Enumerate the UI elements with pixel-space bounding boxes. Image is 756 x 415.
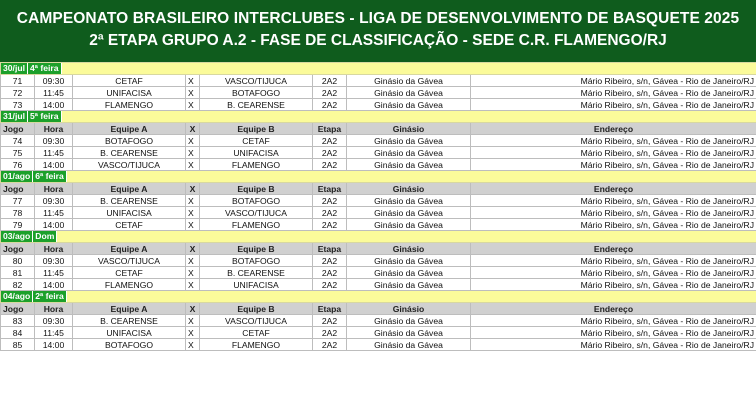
column-header-row — [1, 243, 756, 255]
schedule-table — [0, 62, 756, 351]
table-row — [1, 87, 756, 99]
cell-jogo: 84 — [1, 327, 35, 339]
column-header-row — [1, 123, 756, 135]
table-row — [1, 327, 756, 339]
table-row — [1, 195, 756, 207]
day-cell — [1, 291, 756, 303]
day-weekday: Dom — [33, 231, 57, 242]
column-header-ginasio: Ginásio — [347, 183, 471, 195]
table-row — [1, 315, 756, 327]
cell-jogo: 76 — [1, 159, 35, 171]
cell-b: FLAMENGO — [200, 339, 313, 351]
cell-b: FLAMENGO — [200, 159, 313, 171]
cell-x: X — [186, 267, 200, 279]
cell-ginasio: Ginásio da Gávea — [347, 207, 471, 219]
cell-jogo: 82 — [1, 279, 35, 291]
column-header-hora: Hora — [35, 303, 73, 315]
column-header-ginasio: Ginásio — [347, 123, 471, 135]
cell-etapa: 2A2 — [313, 87, 347, 99]
table-row — [1, 159, 756, 171]
column-header-x: X — [186, 243, 200, 255]
cell-hora: 09:30 — [35, 135, 73, 147]
cell-etapa: 2A2 — [313, 255, 347, 267]
column-header-hora: Hora — [35, 183, 73, 195]
table-row — [1, 207, 756, 219]
table-row — [1, 279, 756, 291]
cell-hora: 09:30 — [35, 75, 73, 87]
cell-ginasio: Ginásio da Gávea — [347, 87, 471, 99]
column-header-ginasio: Ginásio — [347, 243, 471, 255]
cell-hora: 09:30 — [35, 195, 73, 207]
cell-hora: 14:00 — [35, 339, 73, 351]
cell-jogo: 77 — [1, 195, 35, 207]
day-date: 31/jul — [1, 111, 28, 122]
cell-hora: 11:45 — [35, 87, 73, 99]
cell-a: B. CEARENSE — [73, 315, 186, 327]
cell-x: X — [186, 75, 200, 87]
cell-ginasio: Ginásio da Gávea — [347, 279, 471, 291]
cell-x: X — [186, 87, 200, 99]
cell-x: X — [186, 207, 200, 219]
cell-x: X — [186, 339, 200, 351]
cell-endereco: Mário Ribeiro, s/n, Gávea - Rio de Janeiro/RJ — [471, 207, 756, 219]
cell-hora: 14:00 — [35, 99, 73, 111]
cell-etapa: 2A2 — [313, 219, 347, 231]
cell-jogo: 71 — [1, 75, 35, 87]
cell-hora: 11:45 — [35, 147, 73, 159]
day-weekday: 6ª feira — [33, 171, 67, 182]
column-header-jogo: Jogo — [1, 303, 35, 315]
cell-a: UNIFACISA — [73, 87, 186, 99]
cell-b: BOTAFOGO — [200, 87, 313, 99]
cell-jogo: 75 — [1, 147, 35, 159]
cell-etapa: 2A2 — [313, 135, 347, 147]
day-date: 01/ago — [1, 171, 33, 182]
cell-ginasio: Ginásio da Gávea — [347, 255, 471, 267]
column-header-etapa: Etapa — [313, 123, 347, 135]
column-header-endereco: Endereço — [471, 183, 756, 195]
day-row — [1, 63, 756, 75]
day-cell — [1, 111, 756, 123]
day-row — [1, 171, 756, 183]
cell-b: VASCO/TIJUCA — [200, 75, 313, 87]
cell-hora: 11:45 — [35, 267, 73, 279]
cell-endereco: Mário Ribeiro, s/n, Gávea - Rio de Janeiro/RJ — [471, 87, 756, 99]
cell-etapa: 2A2 — [313, 75, 347, 87]
column-header-equipe-a: Equipe A — [73, 123, 186, 135]
page-header — [0, 0, 756, 62]
cell-a: FLAMENGO — [73, 279, 186, 291]
cell-a: VASCO/TIJUCA — [73, 255, 186, 267]
cell-hora: 11:45 — [35, 207, 73, 219]
column-header-etapa: Etapa — [313, 183, 347, 195]
cell-etapa: 2A2 — [313, 159, 347, 171]
column-header-row — [1, 183, 756, 195]
day-row — [1, 231, 756, 243]
schedule-body — [1, 63, 756, 351]
column-header-etapa: Etapa — [313, 303, 347, 315]
cell-jogo: 73 — [1, 99, 35, 111]
table-row — [1, 219, 756, 231]
column-header-x: X — [186, 183, 200, 195]
cell-endereco: Mário Ribeiro, s/n, Gávea - Rio de Janeiro/RJ — [471, 267, 756, 279]
cell-ginasio: Ginásio da Gávea — [347, 99, 471, 111]
cell-ginasio: Ginásio da Gávea — [347, 159, 471, 171]
day-weekday: 4ª feira — [28, 63, 62, 74]
cell-etapa: 2A2 — [313, 99, 347, 111]
cell-ginasio: Ginásio da Gávea — [347, 315, 471, 327]
cell-endereco: Mário Ribeiro, s/n, Gávea - Rio de Janeiro/RJ — [471, 99, 756, 111]
column-header-jogo: Jogo — [1, 123, 35, 135]
day-cell — [1, 171, 756, 183]
cell-endereco: Mário Ribeiro, s/n, Gávea - Rio de Janeiro/RJ — [471, 219, 756, 231]
cell-endereco: Mário Ribeiro, s/n, Gávea - Rio de Janeiro/RJ — [471, 315, 756, 327]
championship-title: CAMPEONATO BRASILEIRO INTERCLUBES - LIGA DE DESENVOLVIMENTO DE BASQUETE 2025 — [16, 10, 740, 27]
column-header-equipe-b: Equipe B — [200, 183, 313, 195]
cell-etapa: 2A2 — [313, 147, 347, 159]
cell-jogo: 85 — [1, 339, 35, 351]
column-header-equipe-b: Equipe B — [200, 303, 313, 315]
cell-b: UNIFACISA — [200, 147, 313, 159]
cell-jogo: 81 — [1, 267, 35, 279]
column-header-equipe-b: Equipe B — [200, 123, 313, 135]
day-row — [1, 111, 756, 123]
cell-endereco: Mário Ribeiro, s/n, Gávea - Rio de Janeiro/RJ — [471, 75, 756, 87]
column-header-x: X — [186, 303, 200, 315]
cell-a: VASCO/TIJUCA — [73, 159, 186, 171]
column-header-endereco: Endereço — [471, 303, 756, 315]
table-row — [1, 75, 756, 87]
cell-x: X — [186, 327, 200, 339]
cell-x: X — [186, 159, 200, 171]
column-header-jogo: Jogo — [1, 183, 35, 195]
cell-a: CETAF — [73, 75, 186, 87]
cell-etapa: 2A2 — [313, 267, 347, 279]
cell-hora: 14:00 — [35, 219, 73, 231]
column-header-hora: Hora — [35, 123, 73, 135]
cell-endereco: Mário Ribeiro, s/n, Gávea - Rio de Janeiro/RJ — [471, 159, 756, 171]
table-row — [1, 267, 756, 279]
cell-b: FLAMENGO — [200, 219, 313, 231]
day-weekday: 2ª feira — [33, 291, 67, 302]
cell-x: X — [186, 99, 200, 111]
day-row — [1, 291, 756, 303]
cell-ginasio: Ginásio da Gávea — [347, 219, 471, 231]
cell-ginasio: Ginásio da Gávea — [347, 147, 471, 159]
column-header-equipe-b: Equipe B — [200, 243, 313, 255]
cell-endereco: Mário Ribeiro, s/n, Gávea - Rio de Janeiro/RJ — [471, 279, 756, 291]
cell-b: B. CEARENSE — [200, 99, 313, 111]
day-cell — [1, 63, 756, 75]
cell-a: CETAF — [73, 219, 186, 231]
column-header-equipe-a: Equipe A — [73, 183, 186, 195]
column-header-endereco: Endereço — [471, 123, 756, 135]
cell-ginasio: Ginásio da Gávea — [347, 135, 471, 147]
cell-endereco: Mário Ribeiro, s/n, Gávea - Rio de Janeiro/RJ — [471, 327, 756, 339]
cell-jogo: 80 — [1, 255, 35, 267]
cell-a: FLAMENGO — [73, 99, 186, 111]
cell-x: X — [186, 195, 200, 207]
cell-x: X — [186, 219, 200, 231]
cell-a: UNIFACISA — [73, 207, 186, 219]
table-row — [1, 339, 756, 351]
cell-etapa: 2A2 — [313, 279, 347, 291]
cell-a: BOTAFOGO — [73, 339, 186, 351]
stage-subtitle: 2ª ETAPA GRUPO A.2 - FASE DE CLASSIFICAÇÃO - SEDE C.R. FLAMENGO/RJ — [89, 32, 667, 49]
cell-b: BOTAFOGO — [200, 255, 313, 267]
day-date: 04/ago — [1, 291, 33, 302]
cell-b: CETAF — [200, 327, 313, 339]
column-header-endereco: Endereço — [471, 243, 756, 255]
cell-jogo: 74 — [1, 135, 35, 147]
cell-a: UNIFACISA — [73, 327, 186, 339]
table-row — [1, 135, 756, 147]
cell-x: X — [186, 255, 200, 267]
cell-b: VASCO/TIJUCA — [200, 207, 313, 219]
cell-a: CETAF — [73, 267, 186, 279]
cell-jogo: 83 — [1, 315, 35, 327]
cell-a: B. CEARENSE — [73, 147, 186, 159]
cell-x: X — [186, 279, 200, 291]
table-row — [1, 147, 756, 159]
cell-x: X — [186, 147, 200, 159]
cell-x: X — [186, 315, 200, 327]
column-header-equipe-a: Equipe A — [73, 303, 186, 315]
cell-b: CETAF — [200, 135, 313, 147]
column-header-equipe-a: Equipe A — [73, 243, 186, 255]
cell-endereco: Mário Ribeiro, s/n, Gávea - Rio de Janeiro/RJ — [471, 339, 756, 351]
cell-ginasio: Ginásio da Gávea — [347, 195, 471, 207]
column-header-etapa: Etapa — [313, 243, 347, 255]
column-header-ginasio: Ginásio — [347, 303, 471, 315]
cell-b: UNIFACISA — [200, 279, 313, 291]
cell-jogo: 79 — [1, 219, 35, 231]
column-header-x: X — [186, 123, 200, 135]
column-header-hora: Hora — [35, 243, 73, 255]
cell-etapa: 2A2 — [313, 207, 347, 219]
day-date: 30/jul — [1, 63, 28, 74]
cell-ginasio: Ginásio da Gávea — [347, 327, 471, 339]
cell-b: BOTAFOGO — [200, 195, 313, 207]
cell-jogo: 78 — [1, 207, 35, 219]
cell-hora: 14:00 — [35, 279, 73, 291]
cell-hora: 09:30 — [35, 255, 73, 267]
cell-b: VASCO/TIJUCA — [200, 315, 313, 327]
cell-etapa: 2A2 — [313, 195, 347, 207]
cell-etapa: 2A2 — [313, 339, 347, 351]
cell-etapa: 2A2 — [313, 327, 347, 339]
cell-a: BOTAFOGO — [73, 135, 186, 147]
cell-ginasio: Ginásio da Gávea — [347, 339, 471, 351]
cell-hora: 14:00 — [35, 159, 73, 171]
table-row — [1, 255, 756, 267]
cell-jogo: 72 — [1, 87, 35, 99]
cell-x: X — [186, 135, 200, 147]
cell-endereco: Mário Ribeiro, s/n, Gávea - Rio de Janeiro/RJ — [471, 255, 756, 267]
cell-endereco: Mário Ribeiro, s/n, Gávea - Rio de Janeiro/RJ — [471, 195, 756, 207]
cell-etapa: 2A2 — [313, 315, 347, 327]
cell-hora: 09:30 — [35, 315, 73, 327]
cell-b: B. CEARENSE — [200, 267, 313, 279]
day-date: 03/ago — [1, 231, 33, 242]
cell-endereco: Mário Ribeiro, s/n, Gávea - Rio de Janeiro/RJ — [471, 147, 756, 159]
table-row — [1, 99, 756, 111]
cell-a: B. CEARENSE — [73, 195, 186, 207]
column-header-jogo: Jogo — [1, 243, 35, 255]
cell-ginasio: Ginásio da Gávea — [347, 75, 471, 87]
day-cell — [1, 231, 756, 243]
cell-hora: 11:45 — [35, 327, 73, 339]
cell-ginasio: Ginásio da Gávea — [347, 267, 471, 279]
day-weekday: 5ª feira — [28, 111, 62, 122]
cell-endereco: Mário Ribeiro, s/n, Gávea - Rio de Janeiro/RJ — [471, 135, 756, 147]
column-header-row — [1, 303, 756, 315]
